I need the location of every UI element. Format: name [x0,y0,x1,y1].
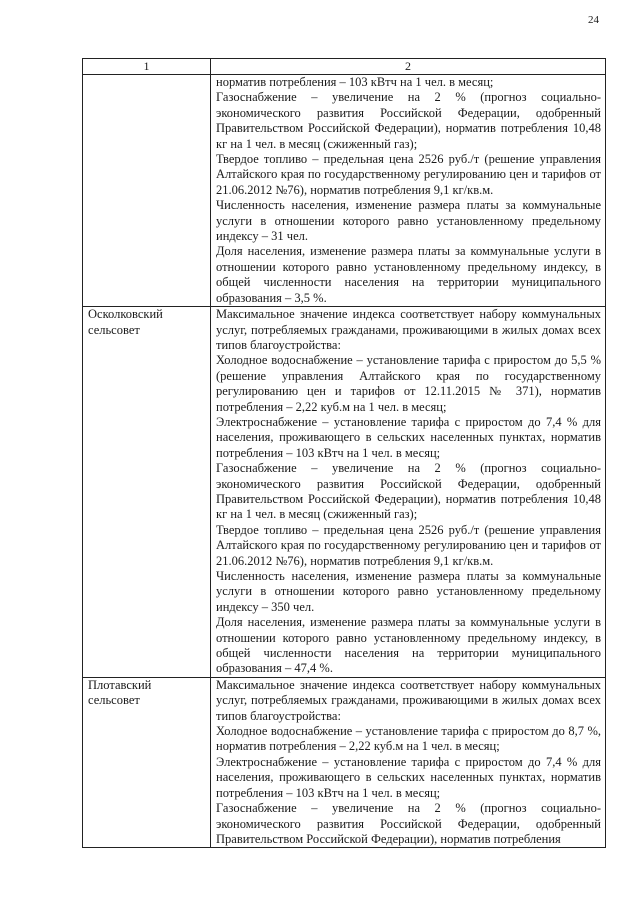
table-row [83,677,606,847]
table-row [83,307,606,678]
description-paragraph: Максимальное значение индекса соответствует набору коммунальных услуг, потребляемых гражданами, проживающими в жилых домах всех типов благоустройства: [216,307,601,352]
table-header-row [83,59,606,75]
description-paragraph: Численность населения, изменение размера платы за коммунальные услуги в отношении которого равно установленному предельному индексу – 350 чел. [216,569,601,614]
description-paragraph: Доля населения, изменение размера платы за коммунальные услуги в отношении которого равно установленному предельному индексу, в общей численности населения на территории муниципального образования – 47,4 %. [216,615,601,676]
description-paragraph: Доля населения, изменение размера платы за коммунальные услуги в отношении которого равно установленному предельному индексу, в общей численности населения на территории муниципального образования – 3,5 %. [216,244,601,305]
description-cell [211,75,606,307]
description-paragraph: Твердое топливо – предельная цена 2526 руб./т (решение управления Алтайского края по государственному регулированию цен и тарифов от 21.06.2012 №76), норматив потребления 9,1 кг/кв.м. [216,522,601,568]
description-paragraph: Электроснабжение – установление тарифа с приростом до 7,4 % для населения, проживающего в сельских населенных пунктах, норматив потребления – 103 кВтч на 1 чел. в месяц; [216,414,601,460]
description-paragraph: Газоснабжение – увеличение на 2 % (прогноз социально-экономического развития Российской Федерации, одобренный Правительством Российской Федерации), норматив потребления 10,48 кг на 1 чел. в месяц (сжиженный газ); [216,90,601,151]
description-cell [211,677,606,847]
description-paragraph: Численность населения, изменение размера платы за коммунальные услуги в отношении которого равно установленному предельному индексу – 31 чел. [216,198,601,244]
table-row [83,75,606,307]
description-paragraph: Максимальное значение индекса соответствует набору коммунальных услуг, потребляемых гражданами, проживающими в жилых домах всех типов благоустройства: [216,677,601,723]
description-paragraph: Газоснабжение – увеличение на 2 % (прогноз социально-экономического развития Российской Федерации, одобренный Правительством Российской Федерации), норматив потребления 10,48 кг на 1 чел. в месяц (сжиженный газ); [216,461,601,522]
description-paragraph: Твердое топливо – предельная цена 2526 руб./т (решение управления Алтайского края по государственному регулированию цен и тарифов от 21.06.2012 №76), норматив потребления 9,1 кг/кв.м. [216,152,601,197]
description-paragraph: Газоснабжение – увеличение на 2 % (прогноз социально-экономического развития Российской Федерации, одобренный Правительством Российской Федерации), норматив потребления [216,801,601,846]
description-paragraph: Холодное водоснабжение – установление тарифа с приростом до 5,5 % (решение управления Алтайского края по государственному регулированию цен и тарифов от 12.11.2015 № 371), норматив потребления – 2,22 куб.м на 1 чел. в месяц; [216,353,601,414]
tariff-table [82,58,606,848]
municipality-name [83,75,211,307]
column-header-2: 2 [211,59,606,75]
description-cell [211,307,606,678]
municipality-name: Осколковский сельсовет [83,307,211,678]
description-paragraph: Холодное водоснабжение – установление тарифа с приростом до 8,7 %, норматив потребления – 2,22 куб.м на 1 чел. в месяц; [216,724,601,754]
description-paragraph: норматив потребления – 103 кВтч на 1 чел. в месяц; [216,75,494,89]
municipality-name: Плотавский сельсовет [83,677,211,847]
column-header-1: 1 [83,59,211,75]
page-number: 24 [588,14,599,26]
description-paragraph: Электроснабжение – установление тарифа с приростом до 7,4 % для населения, проживающего в сельских населенных пунктах, норматив потребления – 103 кВтч на 1 чел. в месяц; [216,754,601,800]
